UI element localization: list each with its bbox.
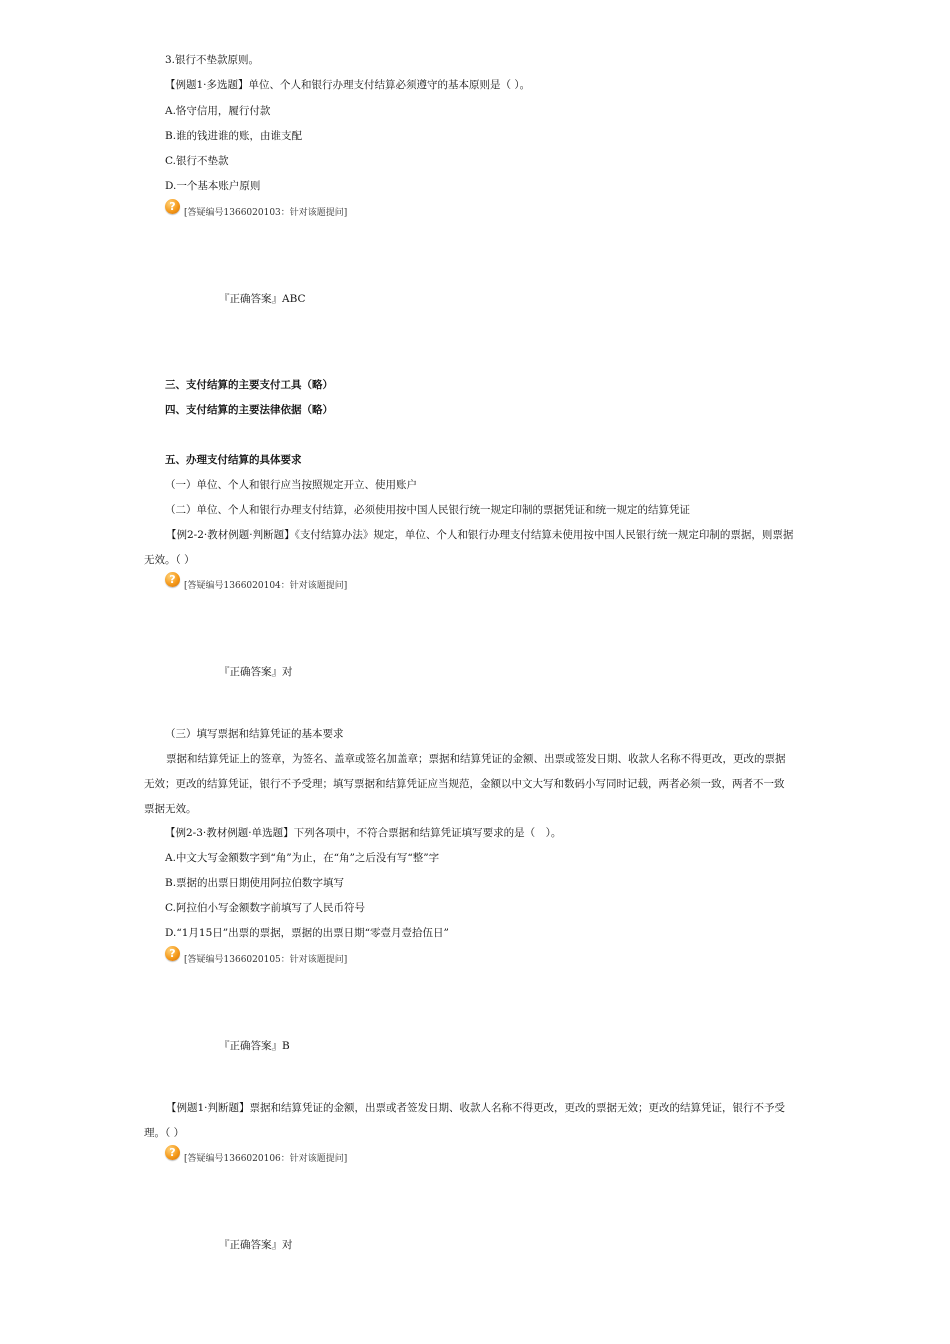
- example-2-2: 【例2-2·教材例题·判断题】《支付结算办法》规定，单位、个人和银行办理支付结算未使用按中国人民银行统一规定印制的票据，则票据无效。（ ）: [144, 529, 794, 566]
- question-icon[interactable]: ?: [165, 572, 180, 587]
- question-1-option-a: A.恪守信用，履行付款: [165, 105, 271, 117]
- question-icon[interactable]: ?: [165, 199, 180, 214]
- requirement-2: （二）单位、个人和银行办理支付结算，必须使用按中国人民银行统一规定印制的票据凭证和统一规定的结算凭证: [165, 504, 690, 516]
- qa-link-text[interactable]: [答疑编号1366020106：针对该题提问]: [184, 1154, 348, 1164]
- example-2-3-option-d: D.“1月15日”出票的票据，票据的出票日期“零壹月壹拾伍日”: [165, 927, 449, 939]
- example-2-3-option-a: A.中文大写金额数字到“角”为止，在“角”之后没有写“整”字: [165, 852, 440, 864]
- qa-link-text[interactable]: [答疑编号1366020105：针对该题提问]: [184, 955, 348, 965]
- question-1-title: 【例题1·多选题】单位、个人和银行办理支付结算必须遵守的基本原则是（ ）。: [165, 79, 531, 91]
- answer-2-2: 『正确答案』对: [219, 666, 293, 678]
- qa-link-text[interactable]: [答疑编号1366020104：针对该题提问]: [184, 581, 348, 591]
- answer-1: 『正确答案』ABC: [219, 293, 306, 305]
- question-icon[interactable]: ?: [165, 946, 180, 961]
- example-2-3-option-b: B.票据的出票日期使用阿拉伯数字填写: [165, 877, 345, 889]
- question-last: 【例题1·判断题】票据和结算凭证的金额，出票或者签发日期、收款人名称不得更改，更改的票据无效；更改的结算凭证，银行不予受理。（ ）: [144, 1102, 786, 1139]
- requirement-1: （一）单位、个人和银行应当按照规定开立、使用账户: [165, 479, 417, 491]
- heading-4: 四、支付结算的主要法律依据（略）: [165, 404, 333, 416]
- answer-last: 『正确答案』对: [219, 1239, 293, 1251]
- principle-3: 3.银行不垫款原则。: [165, 54, 260, 66]
- example-2-3-title: 【例2-3·教材例题·单选题】下列各项中，不符合票据和结算凭证填写要求的是（ ）。: [165, 827, 562, 839]
- question-1-option-d: D.一个基本账户原则: [165, 180, 261, 192]
- question-1-option-b: B.谁的钱进谁的账，由谁支配: [165, 130, 303, 142]
- answer-2-3: 『正确答案』B: [219, 1040, 290, 1052]
- example-2-3-option-c: C.阿拉伯小写金额数字前填写了人民币符号: [165, 902, 365, 914]
- requirement-3-text: 票据和结算凭证上的签章，为签名、盖章或签名加盖章；票据和结算凭证的金额、出票或签发日期、收款人名称不得更改，更改的票据无效；更改的结算凭证，银行不予受理；填写票据和结算凭证应当规范，金额以中文大写和数码小写同时记载，两者必须一致，两者不一致票据无效。: [144, 753, 786, 815]
- heading-5: 五、办理支付结算的具体要求: [165, 454, 302, 466]
- question-icon[interactable]: ?: [165, 1145, 180, 1160]
- heading-3: 三、支付结算的主要支付工具（略）: [165, 379, 333, 391]
- qa-link-text[interactable]: [答疑编号1366020103：针对该题提问]: [184, 208, 348, 218]
- requirement-3: （三）填写票据和结算凭证的基本要求: [165, 728, 344, 740]
- question-1-option-c: C.银行不垫款: [165, 155, 229, 167]
